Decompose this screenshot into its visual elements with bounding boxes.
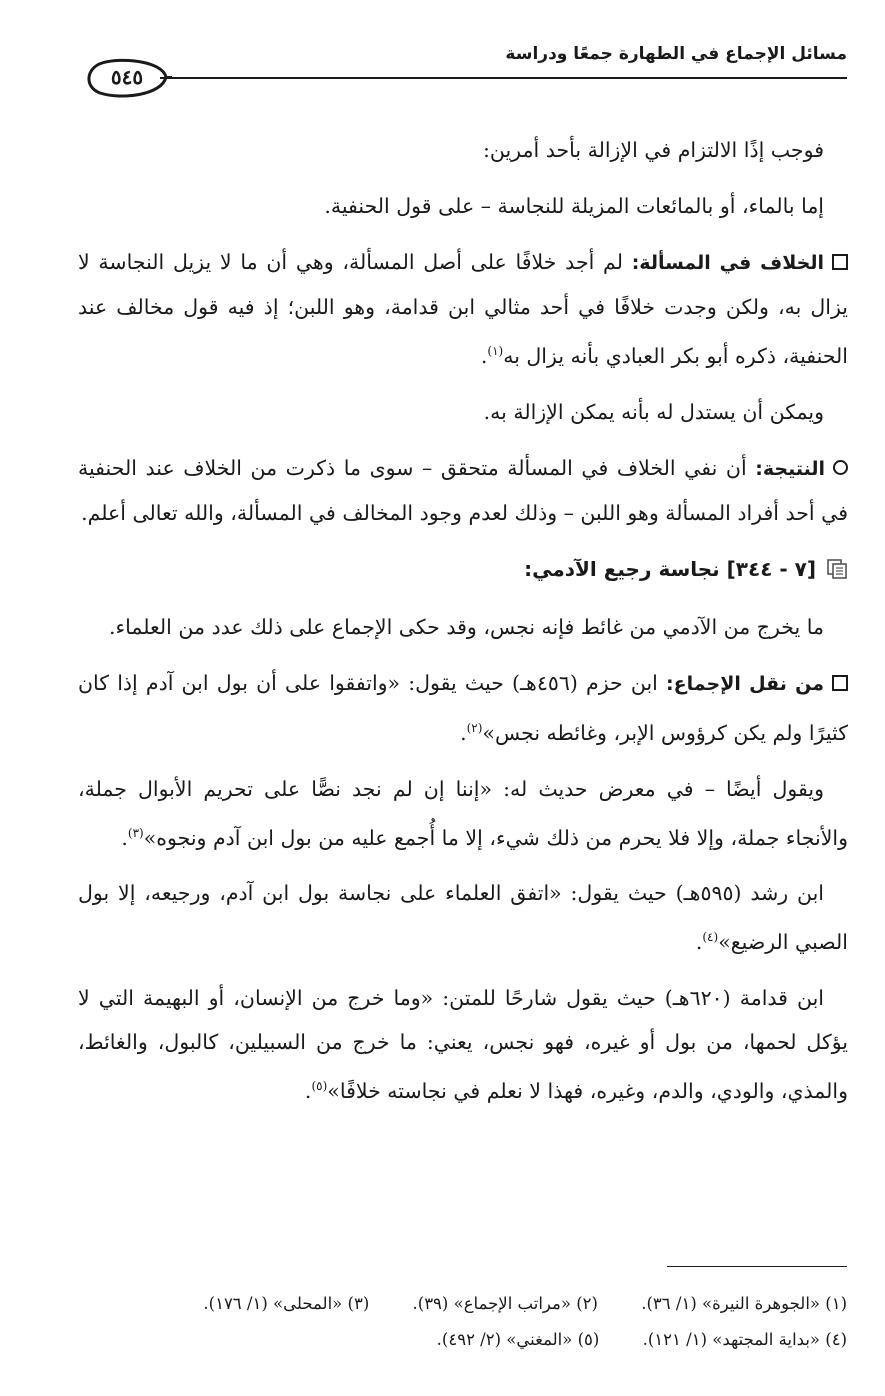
paragraph-text: ابن رشد (٥٩٥هـ) حيث يقول: «اتفق العلماء على نجاسة بول ابن آدم، ورجيعه، إلا بول الصبي الرضيع»	[78, 881, 848, 955]
paragraph-lead: النتيجة:	[755, 457, 825, 480]
footnote: (٥) «المغني» (٢/ ٤٩٢).	[436, 1330, 600, 1349]
paragraph: ابن رشد (٥٩٥هـ) حيث يقول: «اتفق العلماء على نجاسة بول ابن آدم، ورجيعه، إلا بول الصبي الرضيع»$^{(٤)}$.	[78, 881, 848, 955]
footnote-ref: (٢)	[466, 720, 483, 735]
square-bullet-icon	[832, 254, 848, 270]
footnote-separator	[667, 1266, 847, 1267]
paragraph-text: أن نفي الخلاف في المسألة متحقق – سوى ما ذكرت من الخلاف عند الحنفية في أحد أفراد المسألة وهو اللبن – وذلك لعدم وجود المخالف في المسألة، والله تعالى أعلم.	[78, 455, 848, 525]
paragraph-text: ابن قدامة (٦٢٠هـ) حيث يقول شارحًا للمتن: «وما خرج من الإنسان، أو البهيمة التي لا يؤكل لحمها، من بول أو غيره، فهو نجس، يعني: ما خرج من السبيلين، كالبول، والغائط، والمذي، والودي، والدم، وغيره، فهذا لا نعلم في نجاسته خلافًا»	[78, 986, 848, 1104]
square-bullet-icon	[832, 675, 848, 691]
paragraph: ما يخرج من الآدمي من غائط فإنه نجس، وقد حكى الإجماع على ذلك عدد من العلماء.	[108, 614, 824, 639]
paragraph-text: ويقول أيضًا – في معرض حديث له: «إننا إن لم نجد نصًّا على تحريم الأبوال جملة، والأنجاء جملة، وإلا فلا يحرم من ذلك شيء، إلا ما أُجمع عليه من بول ابن آدم ونجوه»	[78, 776, 848, 850]
footnote: (٣) «المحلى» (١/ ١٧٦).	[203, 1294, 370, 1313]
paragraph: ويمكن أن يستدل له بأنه يمكن الإزالة به.	[483, 399, 824, 424]
footnote: (٢) «مراتب الإجماع» (٣٩).	[412, 1294, 598, 1313]
paragraph: فوجب إذًا الالتزام في الإزالة بأحد أمرين:	[482, 138, 824, 162]
paragraph-lead: الخلاف في المسألة:	[631, 252, 824, 274]
paragraph-lead: من نقل الإجماع:	[666, 672, 824, 695]
paragraph-consensus: من نقل الإجماع: ابن حزم (٤٥٦هـ) حيث يقول: «واتفقوا على أن بول ابن آدم إذا كان كثيرًا ولم يكن كرؤوس الإبر، وغائطه نجس»$^{(٢)}$.	[78, 670, 848, 745]
footnote: (١) «الجوهرة النيرة» (١/ ٣٦).	[641, 1294, 847, 1313]
section-title: [٧ - ٣٤٤] نجاسة رجيع الآدمي:	[524, 556, 816, 581]
footnote-ref: (١)	[487, 344, 504, 358]
paragraph-text: ابن حزم (٤٥٦هـ) حيث يقول: «واتفقوا على أن بول ابن آدم إذا كان كثيرًا ولم يكن كرؤوس الإبر، وغائطه نجس»	[78, 670, 848, 745]
paragraph: إما بالماء، أو بالمائعات المزيلة للنجاسة – على قول الحنفية.	[324, 194, 824, 218]
footnote: (٤) «بداية المجتهد» (١/ ١٢١).	[642, 1330, 847, 1349]
page-number-badge	[82, 55, 172, 101]
circle-bullet-icon	[833, 460, 848, 475]
footnote-row	[77, 1286, 847, 1322]
paragraph-result	[78, 446, 848, 535]
page-number: ٥٤٥	[110, 65, 144, 89]
page-body	[78, 128, 848, 1125]
footnote-ref: (٤)	[702, 930, 719, 945]
section-heading	[78, 547, 848, 591]
paragraph-text: لم أجد خلافًا على أصل المسألة، وهي أن ما لا يزيل النجاسة لا يزال به، ولكن وجدت خلافًا في أحد مثالي ابن قدامة، وهو اللبن؛ إذ فيه قول مخالف عند الحنفية، ذكره أبو بكر العبادي بأنه يزال به	[78, 250, 848, 368]
footnote-row	[77, 1322, 847, 1358]
footnotes	[77, 1286, 847, 1358]
running-header-title: مسائل الإجماع في الطهارة جمعًا ودراسة	[505, 44, 847, 64]
paragraph: ابن قدامة (٦٢٠هـ) حيث يقول شارحًا للمتن: «وما خرج من الإنسان، أو البهيمة التي لا يؤكل لحمها، من بول أو غيره، فهو نجس، يعني: ما خرج من السبيلين، كالبول، والغائط، والمذي، والودي، والدم، وغيره، فهذا لا نعلم في نجاسته خلافًا»$^{(٥)}$.	[78, 986, 848, 1104]
header-rule	[160, 77, 847, 79]
paragraph-disagreement: الخلاف في المسألة: لم أجد خلافًا على أصل المسألة، وهي أن ما لا يزيل النجاسة لا يزال به، ولكن وجدت خلافًا في أحد مثالي ابن قدامة، وهو اللبن؛ إذ فيه قول مخالف عند الحنفية، ذكره أبو بكر العبادي بأنه يزال به$^{(١)}$.	[78, 250, 848, 368]
footnote-ref: (٥)	[311, 1079, 328, 1094]
section-copy-icon	[826, 558, 848, 580]
footnote-ref: (٣)	[127, 825, 144, 840]
paragraph: ويقول أيضًا – في معرض حديث له: «إننا إن لم نجد نصًّا على تحريم الأبوال جملة، والأنجاء جملة، وإلا فلا يحرم من ذلك شيء، إلا ما أُجمع عليه من بول ابن آدم ونجوه»$^{(٣)}$.	[78, 776, 848, 850]
